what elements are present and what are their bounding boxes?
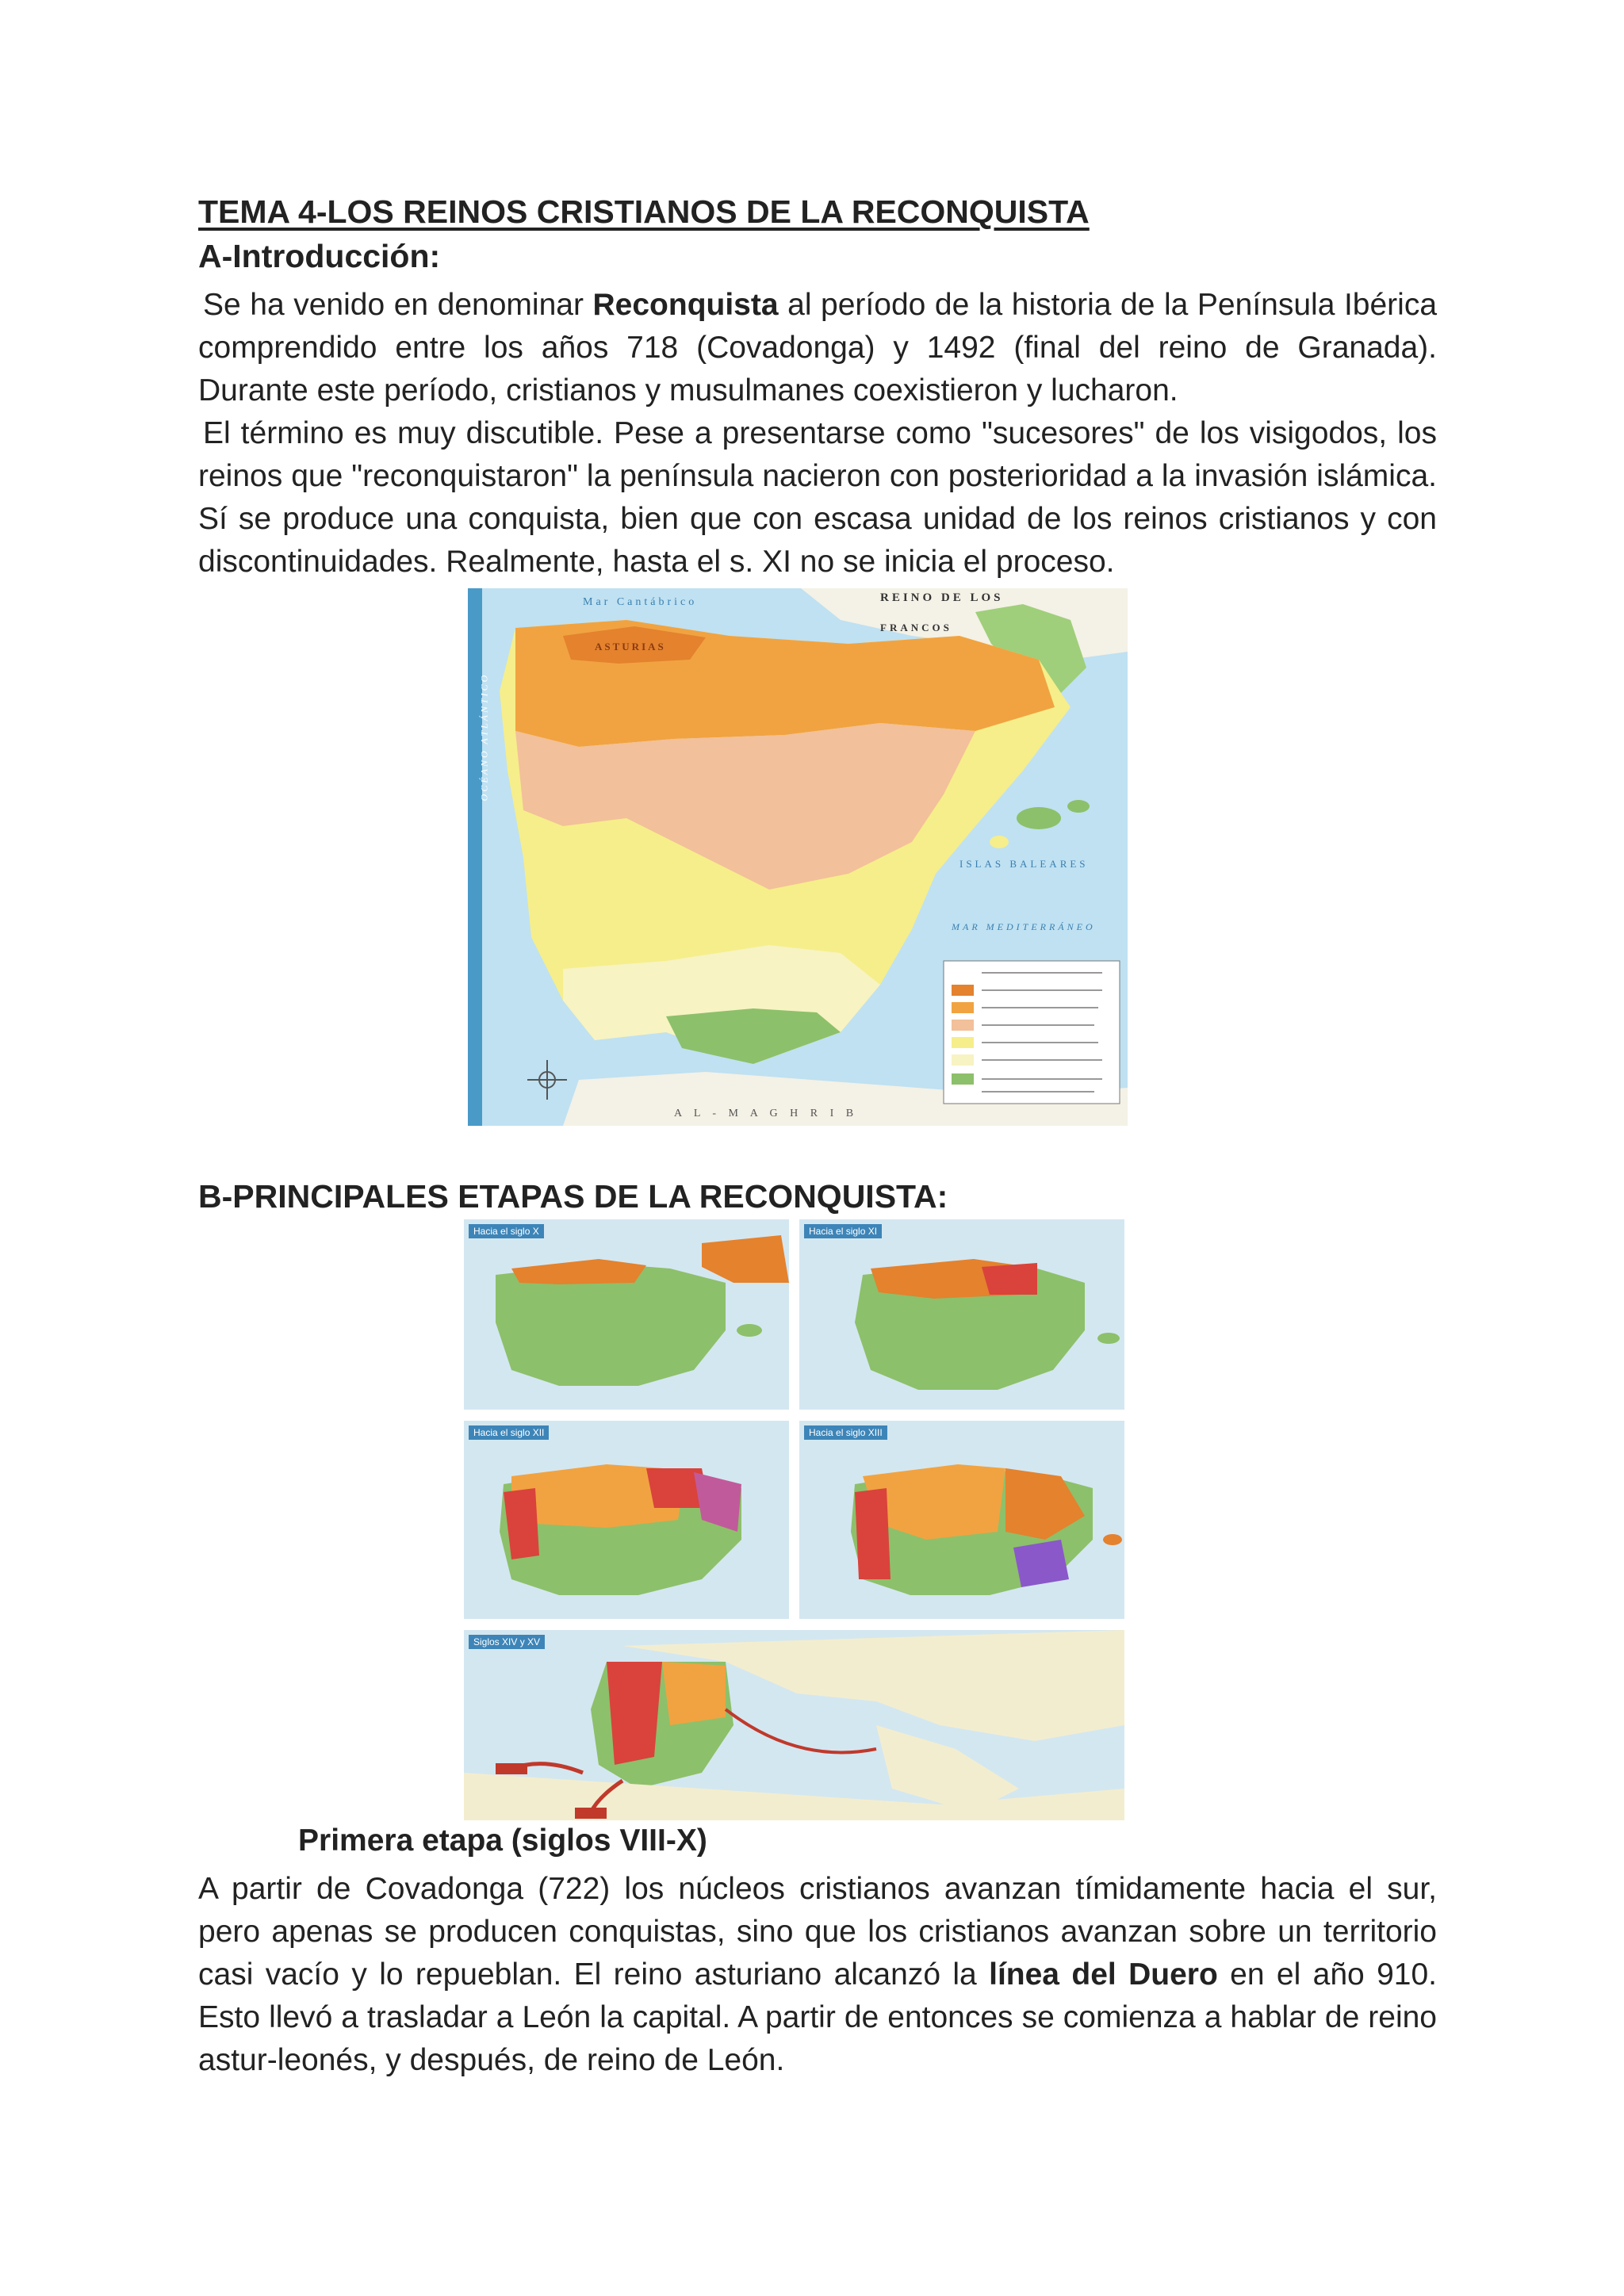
stage-map-5: [464, 1630, 1124, 1820]
section-b-heading: B-PRINCIPALES ETAPAS DE LA RECONQUISTA:: [198, 1178, 948, 1215]
intro-text-1a: Se ha venido en denominar: [203, 288, 593, 322]
stage-1-text-a: A partir de Covadonga (722) los núcleos cristianos avanzan tímidamente hacia el sur, pero apenas se producen conquistas, sino que los cristianos avanzan sobre un territorio casi vacío y lo repueblan. El reino asturiano alcanzó la: [198, 1872, 1437, 1992]
page-title: TEMA 4-LOS REINOS CRISTIANOS DE LA RECONQUISTA: [198, 193, 1090, 230]
map-label-ocean: OCÉANO ATLÁNTICO: [478, 672, 490, 802]
stage-1-text-b: en el año 910. Esto llevó a trasladar a León la capital. A partir de entonces se comienza a hablar de reino astur-leonés, y después, de reino de León.: [198, 1957, 1437, 2077]
stage-map-2: [799, 1219, 1124, 1410]
stage-map-5-label: Siglos XIV y XV: [469, 1635, 545, 1649]
stage-map-1: [464, 1219, 789, 1410]
stage-map-1-graphic: [464, 1219, 789, 1410]
reconquista-overview-map: [468, 588, 1128, 1126]
stage-map-4-label: Hacia el siglo XIII: [804, 1425, 887, 1440]
map-label-franks-1: REINO DE LOS: [880, 591, 1004, 604]
stage-map-3-label: Hacia el siglo XII: [469, 1425, 549, 1440]
intro-paragraph-2: El término es muy discutible. Pese a presentarse como "sucesores" de los visigodos, los reinos que "reconquistaron" la península nacieron con posterioridad a la invasión islámica. Sí se produce una conquista, bien que con escasa unidad de los reinos cristianos y con discontinuidades. Realmente, hasta el s. XI no se inicia el proceso.: [198, 416, 1437, 579]
stage-map-3-graphic: [464, 1421, 789, 1619]
stage-map-1-label: Hacia el siglo X: [469, 1224, 544, 1238]
reconquista-term: Reconquista: [592, 288, 779, 322]
map-label-sea-top: Mar Cantábrico: [583, 596, 698, 608]
overview-map-graphic: [468, 588, 1128, 1126]
map-label-almagrib: A L - M A G H R I B: [674, 1108, 859, 1119]
stage-map-4-graphic: [799, 1421, 1124, 1619]
intro-paragraph-1: [198, 284, 1437, 412]
duero-term: línea del Duero: [989, 1957, 1218, 1992]
stage-map-2-label: Hacia el siglo XI: [804, 1224, 882, 1238]
stage-map-3: [464, 1421, 789, 1619]
stage-map-2-graphic: [799, 1219, 1124, 1410]
stage-1-paragraph: [198, 1868, 1437, 2082]
section-a-heading: A-Introducción:: [198, 238, 441, 274]
map-label-med: MAR MEDITERRÁNEO: [952, 921, 1096, 932]
map-label-islas: ISLAS BALEARES: [959, 858, 1089, 870]
stage-map-5-graphic: [464, 1630, 1124, 1820]
stage-1-heading: Primera etapa (siglos VIII-X): [298, 1823, 707, 1858]
stage-map-4: [799, 1421, 1124, 1619]
intro-text-1b: al período de la historia de la Península Ibérica comprendido entre los años 718 (Covadonga) y 1492 (final del reino de Granada). Durante este período, cristianos y musulmanes coexistieron y lucharon.: [198, 288, 1438, 408]
map-label-franks-2: FRANCOS: [880, 622, 952, 633]
map-label-asturias: ASTURIAS: [595, 641, 666, 652]
